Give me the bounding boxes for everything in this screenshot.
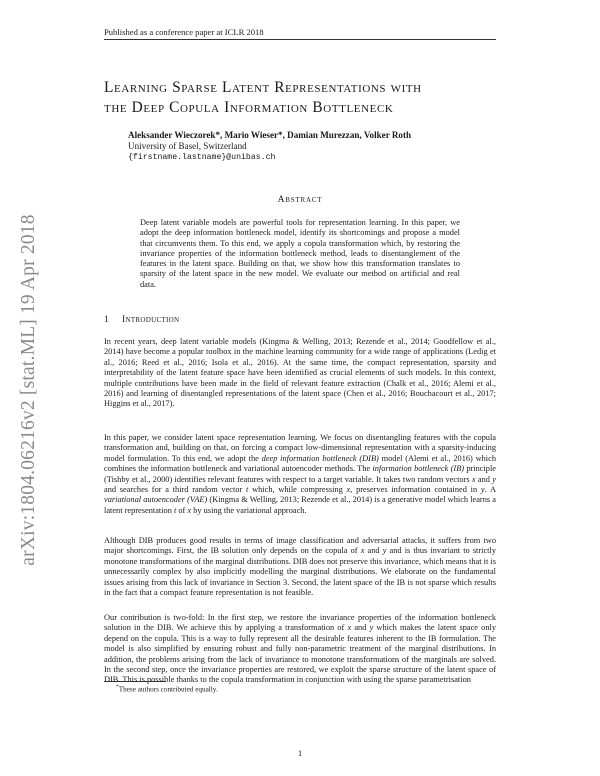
section-heading-introduction [104,314,496,326]
var-x: x [347,623,352,633]
var-t: t [173,505,177,515]
section-number: 1 [104,314,110,325]
var-x: x [471,474,476,484]
var-y: y [492,474,496,484]
page-number: 1 [297,748,303,758]
author-email: {firstname.lastname}@unibas.ch [128,153,276,163]
term-vae: variational autoencoder (VAE) [104,495,208,505]
author-names: Aleksander Wieczorek*, Mario Wieser*, Damian Murezzan, Volker Roth [128,130,412,140]
section-title: Introduction [122,314,180,325]
var-t: t [246,485,249,495]
header-rule [104,39,496,40]
intro-paragraph-2: In this paper, we consider latent space representation learning. We focus on disentangling features with the copula transformation and, building on that, on forcing a compact low-dimensional representation with a sparsity-inducing model formulation. To this end, we adopt the deep information bottleneck (DIB) model (Alemi et al., 2016) which combines the information bottleneck and variational autoencoder methods. The information bottleneck (IB) principle (Tishby et al., 2000) identifies relevant features with respect to a target variable. It takes two random vectors x and y and searches for a third random vector t which, while compressing x, preserves information contained in y. A variational autoencoder (VAE) (Kingma & Welling, 2013; Rezende et al., 2014) is a generative model which learns a latent representation t of x by using the variational approach. [104,433,497,515]
author-block [128,130,488,164]
paper-title [104,78,504,118]
var-x: x [360,546,365,556]
abstract-heading: Abstract [277,194,323,205]
arxiv-stamp: arXiv:1804.06216v2 [stat.ML] 19 Apr 2018 [18,214,39,566]
running-head: Published as a conference paper at ICLR 2018 [104,27,264,37]
term-dib: deep information bottleneck (DIB) [261,453,379,463]
paper-title-line-1: Learning Sparse Latent Representations with [104,79,422,96]
footnote [116,683,496,694]
intro-paragraph-4: Our contribution is two-fold: In the first step, we restore the invariance properties of the information bottleneck solution in the DIB. We achieve this by applying a transformation of x and y which makes the latent space only depend on the copula. This is a way to fully represent all the desirable features inherent to the IB formulation. The model is also simplified by ensuring robust and fully non-parametric treatment of the marginal distributions. In addition, the problems arising from the lack of invariance to monotone transformations of the marginals are solved. In the second step, once the invariance properties are restored, we exploit the sparse structure of the latent space of DIB. This is possible thanks to the copula transformation in conjunction with using the sparse parametrisation [104,613,496,685]
var-x: x [187,505,192,515]
var-x: x [346,485,351,495]
abstract-text: Deep latent variable models are powerful tools for representation learning. In this paper, we adopt the deep information bottleneck model, identify its shortcomings and propose a model that circumvents them. To this end, we apply a copula transformation which, by restoring the invariance properties of the information bottleneck method, leads to disentanglement of the features in the latent space. Building on that, we show how this transformation translates to sparsity of the latent space in the new model. We evaluate our method on artificial and real data. [140,218,460,289]
paper-title-line-2: the Deep Copula Information Bottleneck [104,99,394,116]
var-y: y [480,485,485,495]
intro-paragraph-1: In recent years, deep latent variable models (Kingma & Welling, 2013; Rezende et al., 2014; Goodfellow et al., 2014) have become a popular toolbox in the machine learning community for a wide range of applications (Ledig et al., 2016; Reed et al., 2016; Isola et al., 2016). At the same time, the compact representation, sparsity and interpretability of the latent feature space have been identified as crucial elements of such models. In this context, multiple contributions have been made in the field of relevant feature extraction (Chalk et al., 2016; Alemi et al., 2016) and learning of disentangled representations of the latent space (Chen et al., 2016; Bouchacourt et al., 2017; Higgins et al., 2017). [104,337,496,409]
footnote-marker: * [116,684,119,690]
var-y: y [382,546,387,556]
intro-paragraph-3: Although DIB produces good results in terms of image classification and adversarial attacks, it suffers from two major shortcomings. First, the IB solution only depends on the copula of x and y and is thus invariant to strictly monotone transformations of the marginal distributions. DIB does not preserve this invariance, which means that it is unnecessarily complex by also implicitly modelling the marginal distributions. We elaborate on the fundamental issues arising from this lack of invariance in Section 3. Second, the latent space of the IB is not sparse which results in the fact that a compact feature representation is not feasible. [104,536,496,598]
term-ib: information bottleneck (IB) [372,464,465,474]
var-y: y [369,623,374,633]
footnote-text: These authors contributed equally. [118,685,218,694]
affiliation: University of Basel, Switzerland [128,141,247,152]
footnote-rule [104,681,166,682]
